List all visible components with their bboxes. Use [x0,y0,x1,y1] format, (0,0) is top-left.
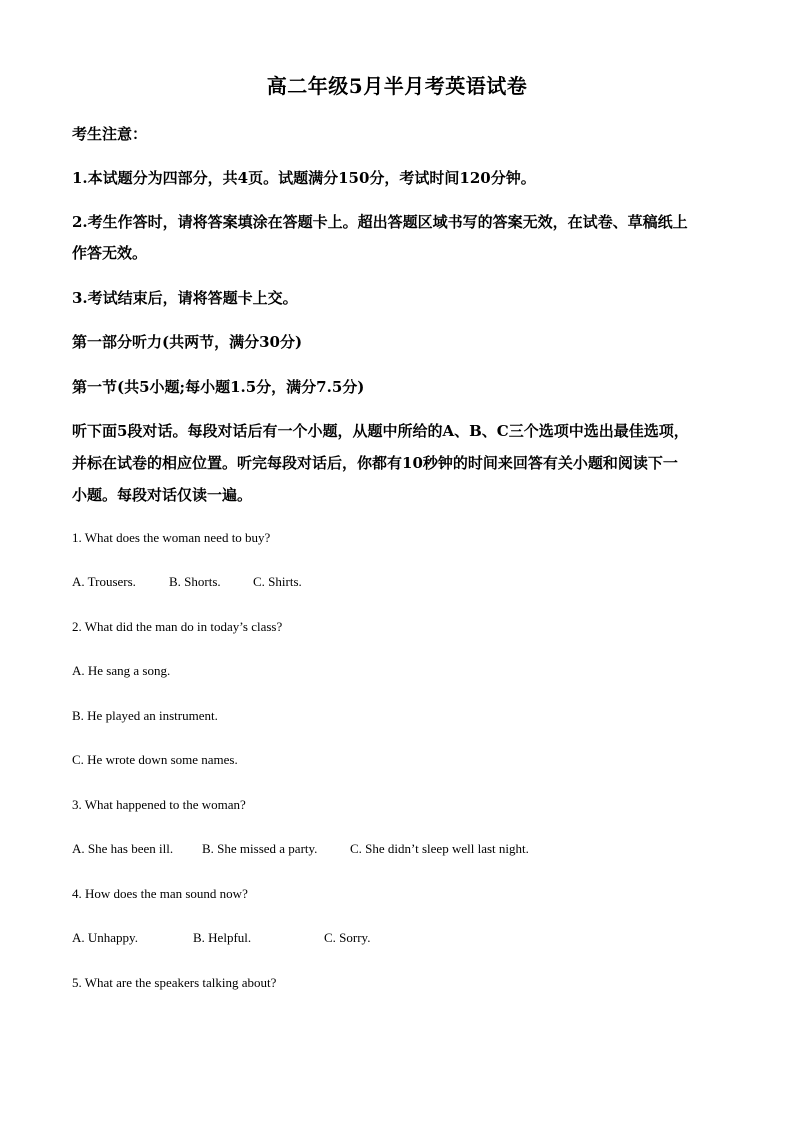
exam-title: 高二年级5月半月考英语试卷 [266,74,528,98]
question-2-option-c: C. He wrote down some names. [72,752,238,767]
question-4-options [72,930,732,946]
section1-heading: 第一节(共5小题;每小题1.5分，满分7.5分) [72,378,365,396]
question-2-stem: 2. What did the man do in today’s class? [72,619,283,634]
question-1-option-c: C. Shirts. [253,574,302,589]
question-3-options [72,841,732,857]
question-4-option-b: B. Helpful. [193,930,252,945]
notice-heading: 考生注意： [72,125,148,143]
instructions-line-1: 听下面5段对话。每段对话后有一个小题，从题中所给的A、B、C三个选项中选出最佳选项， [72,422,689,440]
notice-item-1: 1.本试题分为四部分，共4页。试题满分150分，考试时间120分钟。 [72,169,536,187]
question-3-option-c: C. She didn’t sleep well last night. [350,841,529,856]
question-4-option-c: C. Sorry. [324,930,371,945]
question-4-option-a: A. Unhappy. [72,930,138,945]
question-1-option-a: A. Trousers. [72,574,136,589]
question-1-stem: 1. What does the woman need to buy? [72,530,271,545]
question-3-stem: 3. What happened to the woman? [72,797,246,812]
question-3-option-a: A. She has been ill. [72,841,174,856]
notice-item-2-line-2: 作答无效。 [72,244,148,262]
instructions-line-2: 并标在试卷的相应位置。听完每段对话后，你都有10秒钟的时间来回答有关小题和阅读下一 [72,454,678,472]
question-4-stem: 4. How does the man sound now? [72,886,248,901]
question-2-option-a: A. He sang a song. [72,663,171,678]
question-1-option-b: B. Shorts. [169,574,221,589]
question-5-stem: 5. What are the speakers talking about? [72,975,277,990]
notice-item-3: 3.考试结束后，请将答题卡上交。 [72,289,298,307]
instructions-line-3: 小题。每段对话仅读一遍。 [72,486,253,504]
part1-heading: 第一部分听力(共两节，满分30分) [72,333,303,351]
question-1-options [72,574,732,590]
question-3-option-b: B. She missed a party. [202,841,318,856]
notice-item-2-line-1: 2.考生作答时，请将答案填涂在答题卡上。超出答题区域书写的答案无效，在试卷、草稿纸上 [72,213,688,231]
question-2-option-b: B. He played an instrument. [72,708,218,723]
